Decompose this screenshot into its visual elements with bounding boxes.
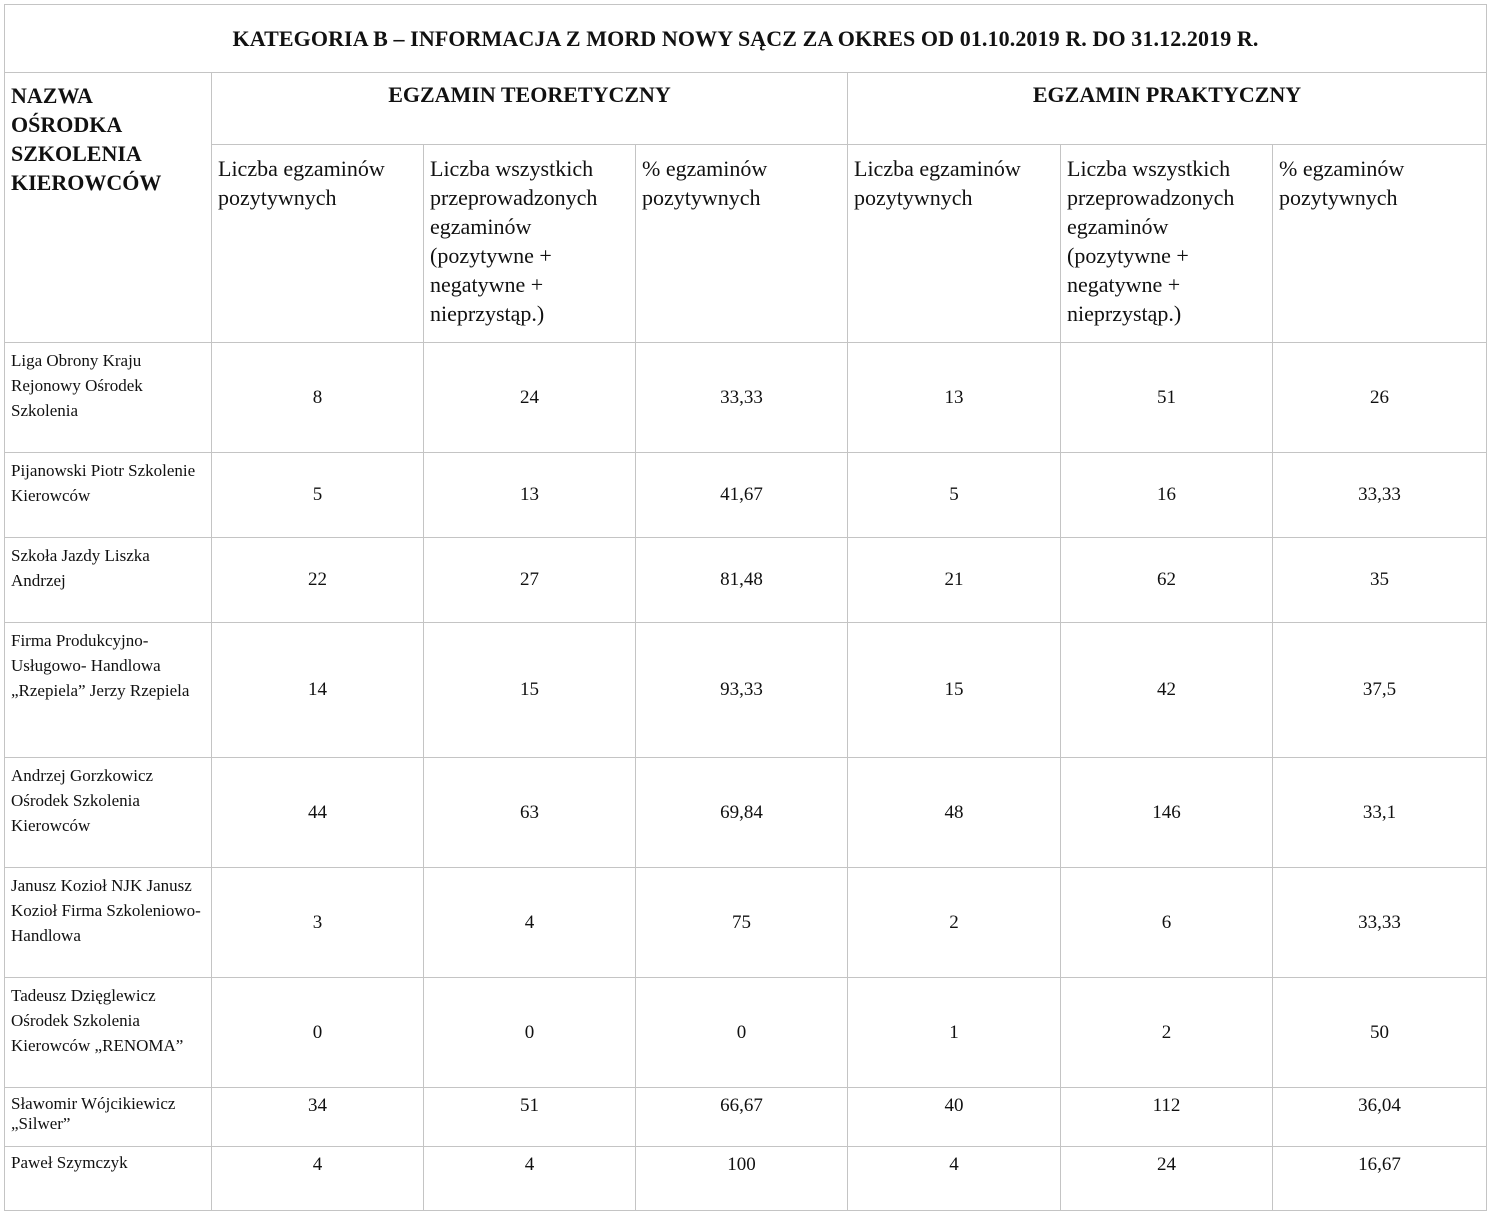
practice-positive: 13 [848, 343, 1061, 453]
school-name: Tadeusz Dzięglewicz Ośrodek Szkolenia Kierowców „RENOMA” [5, 978, 212, 1088]
theory-percent: 41,67 [636, 453, 848, 538]
school-name: Liga Obrony Kraju Rejonowy Ośrodek Szkolenia [5, 343, 212, 453]
school-name: Andrzej Gorzkowicz Ośrodek Szkolenia Kierowców [5, 758, 212, 868]
practice-positive: 5 [848, 453, 1061, 538]
org-column-header: NAZWA OŚRODKA SZKOLENIA KIEROWCÓW [5, 73, 212, 343]
table-row [5, 343, 1487, 453]
practice-percent: 50 [1273, 978, 1487, 1088]
table-row [5, 1147, 1487, 1211]
theory-percent: 93,33 [636, 623, 848, 758]
theory-positive: 8 [212, 343, 424, 453]
table-row [5, 538, 1487, 623]
school-name: Szkoła Jazdy Liszka Andrzej [5, 538, 212, 623]
theory-positive: 22 [212, 538, 424, 623]
theory-total: 15 [424, 623, 636, 758]
practice-positive: 48 [848, 758, 1061, 868]
practice-percent: 36,04 [1273, 1088, 1487, 1147]
theory-total: 4 [424, 868, 636, 978]
theory-total: 63 [424, 758, 636, 868]
exam-results-table [4, 4, 1487, 1211]
table-row [5, 1088, 1487, 1147]
theory-total: 51 [424, 1088, 636, 1147]
table-row [5, 623, 1487, 758]
practice-total: 112 [1061, 1088, 1273, 1147]
practice-total: 6 [1061, 868, 1273, 978]
theory-positive: 14 [212, 623, 424, 758]
practice-percent: 35 [1273, 538, 1487, 623]
table-title: KATEGORIA B – INFORMACJA Z MORD NOWY SĄCZ ZA OKRES OD 01.10.2019 R. DO 31.12.2019 R. [5, 5, 1487, 73]
theory-positive: 44 [212, 758, 424, 868]
theory-exam-header: EGZAMIN TEORETYCZNY [212, 73, 848, 145]
theory-percent: 75 [636, 868, 848, 978]
school-name: Sławomir Wójcikiewicz „Silwer” [5, 1088, 212, 1147]
practice-positive: 40 [848, 1088, 1061, 1147]
theory-percent: 81,48 [636, 538, 848, 623]
practice-positive: 1 [848, 978, 1061, 1088]
theory-positive: 34 [212, 1088, 424, 1147]
theory-positive: 5 [212, 453, 424, 538]
practice-exam-header: EGZAMIN PRAKTYCZNY [848, 73, 1487, 145]
theory-positive: 4 [212, 1147, 424, 1211]
practice-percent: 33,33 [1273, 868, 1487, 978]
practice-total-header: Liczba wszystkich przeprowadzonych egzaminów (pozytywne + negatywne + nieprzystąp.) [1061, 145, 1273, 343]
theory-total-header: Liczba wszystkich przeprowadzonych egzaminów (pozytywne + negatywne + nieprzystąp.) [424, 145, 636, 343]
practice-percent: 16,67 [1273, 1147, 1487, 1211]
practice-percent-header: % egzaminów pozytywnych [1273, 145, 1487, 343]
practice-percent: 37,5 [1273, 623, 1487, 758]
practice-percent: 33,1 [1273, 758, 1487, 868]
practice-total: 51 [1061, 343, 1273, 453]
practice-positive: 4 [848, 1147, 1061, 1211]
theory-percent: 33,33 [636, 343, 848, 453]
table-row [5, 868, 1487, 978]
practice-positive: 21 [848, 538, 1061, 623]
theory-positive: 0 [212, 978, 424, 1088]
theory-total: 27 [424, 538, 636, 623]
practice-total: 62 [1061, 538, 1273, 623]
practice-percent: 26 [1273, 343, 1487, 453]
table-row [5, 758, 1487, 868]
theory-positive-header: Liczba egzaminów pozytywnych [212, 145, 424, 343]
table-row [5, 453, 1487, 538]
school-name: Pijanowski Piotr Szkolenie Kierowców [5, 453, 212, 538]
practice-total: 42 [1061, 623, 1273, 758]
theory-percent-header: % egzaminów pozytywnych [636, 145, 848, 343]
theory-positive: 3 [212, 868, 424, 978]
practice-total: 16 [1061, 453, 1273, 538]
school-name: Paweł Szymczyk [5, 1147, 212, 1211]
theory-total: 24 [424, 343, 636, 453]
table-row [5, 978, 1487, 1088]
practice-total: 24 [1061, 1147, 1273, 1211]
theory-total: 13 [424, 453, 636, 538]
practice-positive: 15 [848, 623, 1061, 758]
practice-positive: 2 [848, 868, 1061, 978]
school-name: Janusz Kozioł NJK Janusz Kozioł Firma Szkoleniowo-Handlowa [5, 868, 212, 978]
school-name: Firma Produkcyjno-Usługowo- Handlowa „Rzepiela” Jerzy Rzepiela [5, 623, 212, 758]
practice-positive-header: Liczba egzaminów pozytywnych [848, 145, 1061, 343]
practice-total: 146 [1061, 758, 1273, 868]
theory-percent: 69,84 [636, 758, 848, 868]
practice-total: 2 [1061, 978, 1273, 1088]
theory-percent: 66,67 [636, 1088, 848, 1147]
theory-percent: 0 [636, 978, 848, 1088]
practice-percent: 33,33 [1273, 453, 1487, 538]
theory-total: 4 [424, 1147, 636, 1211]
theory-percent: 100 [636, 1147, 848, 1211]
theory-total: 0 [424, 978, 636, 1088]
